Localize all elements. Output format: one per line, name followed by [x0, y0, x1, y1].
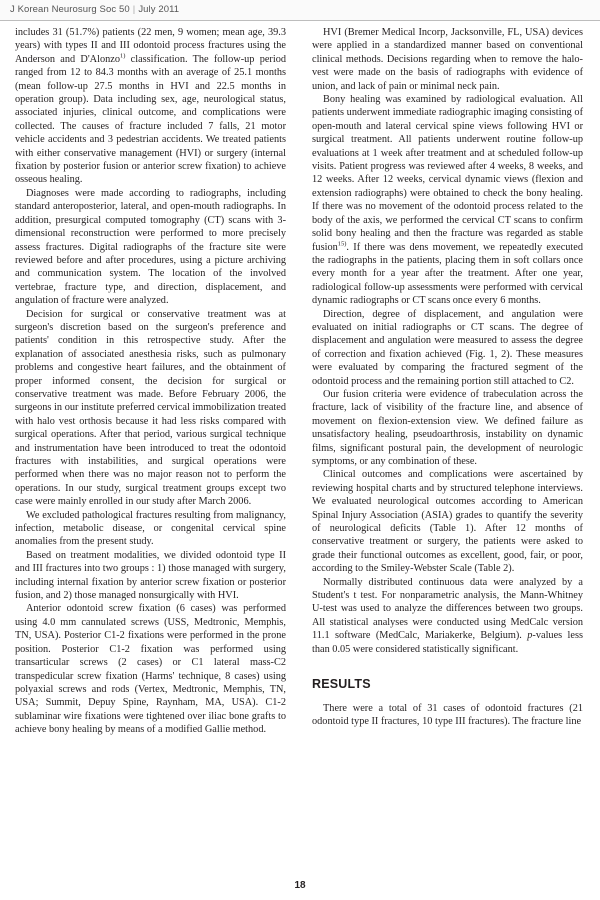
header-separator: |: [132, 4, 136, 15]
paragraph: includes 31 (51.7%) patients (22 men, 9 women; mean age, 39.3 years) with types II and III odontoid process fractures using the Anderson and D'Alonzo$^{1)}$ classification. The follow-up period ranged from 12 to 84.3 months with an average of 25.1 months (mean follow-up 27.5 months in HVI and 22.5 months in operation group). Data including sex, age, neurological status, associated injuries, clinical outcome, and complications were collected. The causes of fracture included 7 falls, 21 motor vehicle accidents and 3 pedestrian accidents. We treated patients with either conservative management (HVI) or surgery (internal fixation by posterior fusion or anterior screw fixation) to achieve osseous healing.: [15, 27, 286, 186]
paragraph: We excluded pathological fractures resulting from malignancy, infection, metabolic disease, or congenital cervical spine anomalies from the present study.: [15, 509, 286, 548]
page-number: 18: [294, 880, 306, 891]
paragraph: Anterior odontoid screw fixation (6 cases) was performed using 4.0 mm cannulated screws (USS, Medtronic, Memphis, TN, USA). Posterior C1-2 fixations were performed in the prone position. Posterior C1-2 fixation was performed using transarticular screws (2 cases) or C1 lateral mass-C2 transpedicular screw fixation (Harms' technique, 8 cases) using polyaxial screws and rods (Vertex, Medtronic, Memphis, TN, USA; Summit, Depuy Spine, Raynham, MA, USA). C1-2 sublaminar wire fixations were tightened over iliac bone grafts to achieve bony healing by means of a modified Gallie method.: [15, 603, 286, 736]
left-column: [15, 26, 286, 737]
reference-marker: 15): [337, 240, 347, 248]
paragraph: Bony healing was examined by radiological evaluation. All patients underwent immediate radiographic imaging consisting of open-mouth and lateral cervical spine views following HVI or surgical treatment. All patients underwent routine follow-up evaluations at 1 week after treatment and at scheduled follow-up visits. Patient progress was reviewed after 4 weeks, 8 weeks, and 12 weeks. After 12 weeks, cervical dynamic views (flexion and extension radiographs) were obtained to check the bony healing. If there was no movement of the odontoid process related to the body of the axis, we performed the cervical CT scans to confirm solid bony healing and then the fracture was regarded as stable fusion$^{15)}$. If there was dens movement, we repeatedly executed the radiographs in the patients, placing them in soft collars once every month for a year after the treatment. After one year, radiological follow-up assessments were performed with cervical dynamic radiographs or CT scans once every 6 months.: [312, 94, 583, 307]
paragraph: Decision for surgical or conservative treatment was at surgeon's discretion based on the surgeon's preference and patients' condition in this retrospective study. After the explanation of associated anesthesia risks, such as pulmonary problems and congestive heart failures, and the obtainment of proper informed consent, the decision for surgical or conservative treatment was made. Before February 2006, the surgeons in our institute preferred cervical immobilization treated with halo vest orthosis because it had less risks compared with surgical operations. After that period, various surgical technique and instrumentation have been introduced to treat the odontoid fractures with instabilities, and surgical operations were performed when there was no major reason not to perform the operations. In our study, surgical treatment groups except two case were mainly enrolled in our study after March 2006.: [15, 308, 286, 508]
paragraph: Direction, degree of displacement, and angulation were evaluated on initial radiographs or CT scans. The degree of displacement and angulation were measured to assess the degree of correction and fixation achieved (Fig. 1, 2). These measures were evaluated by comparing the fractured segment of the odontoid process and the remaining portion still attached to C2.: [312, 308, 583, 387]
right-column: [312, 26, 583, 728]
paragraph: Clinical outcomes and complications were ascertained by reviewing hospital charts and by structured telephone interviews. We evaluated neurological outcomes according to American Spinal Injury Association (ASIA) grades to quantify the severity of neurological deficits (Table 1). After 12 months of conservative treatment or surgery, the patients were asked to grade their functional outcomes as excellent, good, fair, or poor, according to the Smiley-Webster Scale (Table 2).: [312, 469, 583, 575]
paragraph: Based on treatment modalities, we divided odontoid type II and III fractures into two groups : 1) those managed with surgery, including internal fixation by anterior screw fixation or posterior fusion, and 2) those managed nonsurgically with HVI.: [15, 549, 286, 602]
italic-p: p: [527, 630, 533, 642]
paragraph: Diagnoses were made according to radiographs, including standard anteroposterior, lateral, and open-mouth radiographs. In addition, presurgical computed tomography (CT) scans with 3-dimensional reconstruction were performed to more precisely assess fractures. Digital radiographs of the fracture site were reviewed before and after procedures, using a picture archiving and communication system. The location of the involved vertebrae, fracture type, and direction, displacement, and angulation of fracture were analyzed.: [15, 187, 286, 307]
paragraph: Normally distributed continuous data were analyzed by a Student's t test. For nonparametric analysis, the Mann-Whitney U-test was used to analyze the differences between two groups. All statistical analyses were conducted using MedCalc version 11.1 software (MedCalc, Mariakerke, Belgium). p-values less than 0.05 were considered statistically significant.: [312, 576, 583, 655]
paragraph: HVI (Bremer Medical Incorp, Jacksonville, FL, USA) devices were applied in a standardized manner based on conventional clinical methods. Decisions regarding when to remove the halo-vest were made on the basis of radiographs with evidence of union, and lack of pain or minimal neck pain.: [312, 27, 583, 92]
journal-name: J Korean Neurosurg Soc 50: [10, 4, 130, 15]
running-header: [0, 0, 600, 21]
header-text: [10, 4, 179, 15]
reference-marker: 1): [119, 52, 126, 60]
paragraph: There were a total of 31 cases of odontoid fractures (21 odontoid type II fractures, 10 type III fractures). The fracture line: [312, 702, 583, 727]
issue-date: July 2011: [138, 4, 180, 15]
paragraph: Our fusion criteria were evidence of trabeculation across the fracture, lack of visibility of the fracture line, and absence of movement on flexion-extension view. We defined failure as unsatisfactory healing, pseudoarthrosis, instability on dynamic films, significant postural pain, the development of neurologic symptoms, or any combination of these.: [312, 388, 583, 467]
section-heading-results: RESULTS: [312, 677, 371, 692]
